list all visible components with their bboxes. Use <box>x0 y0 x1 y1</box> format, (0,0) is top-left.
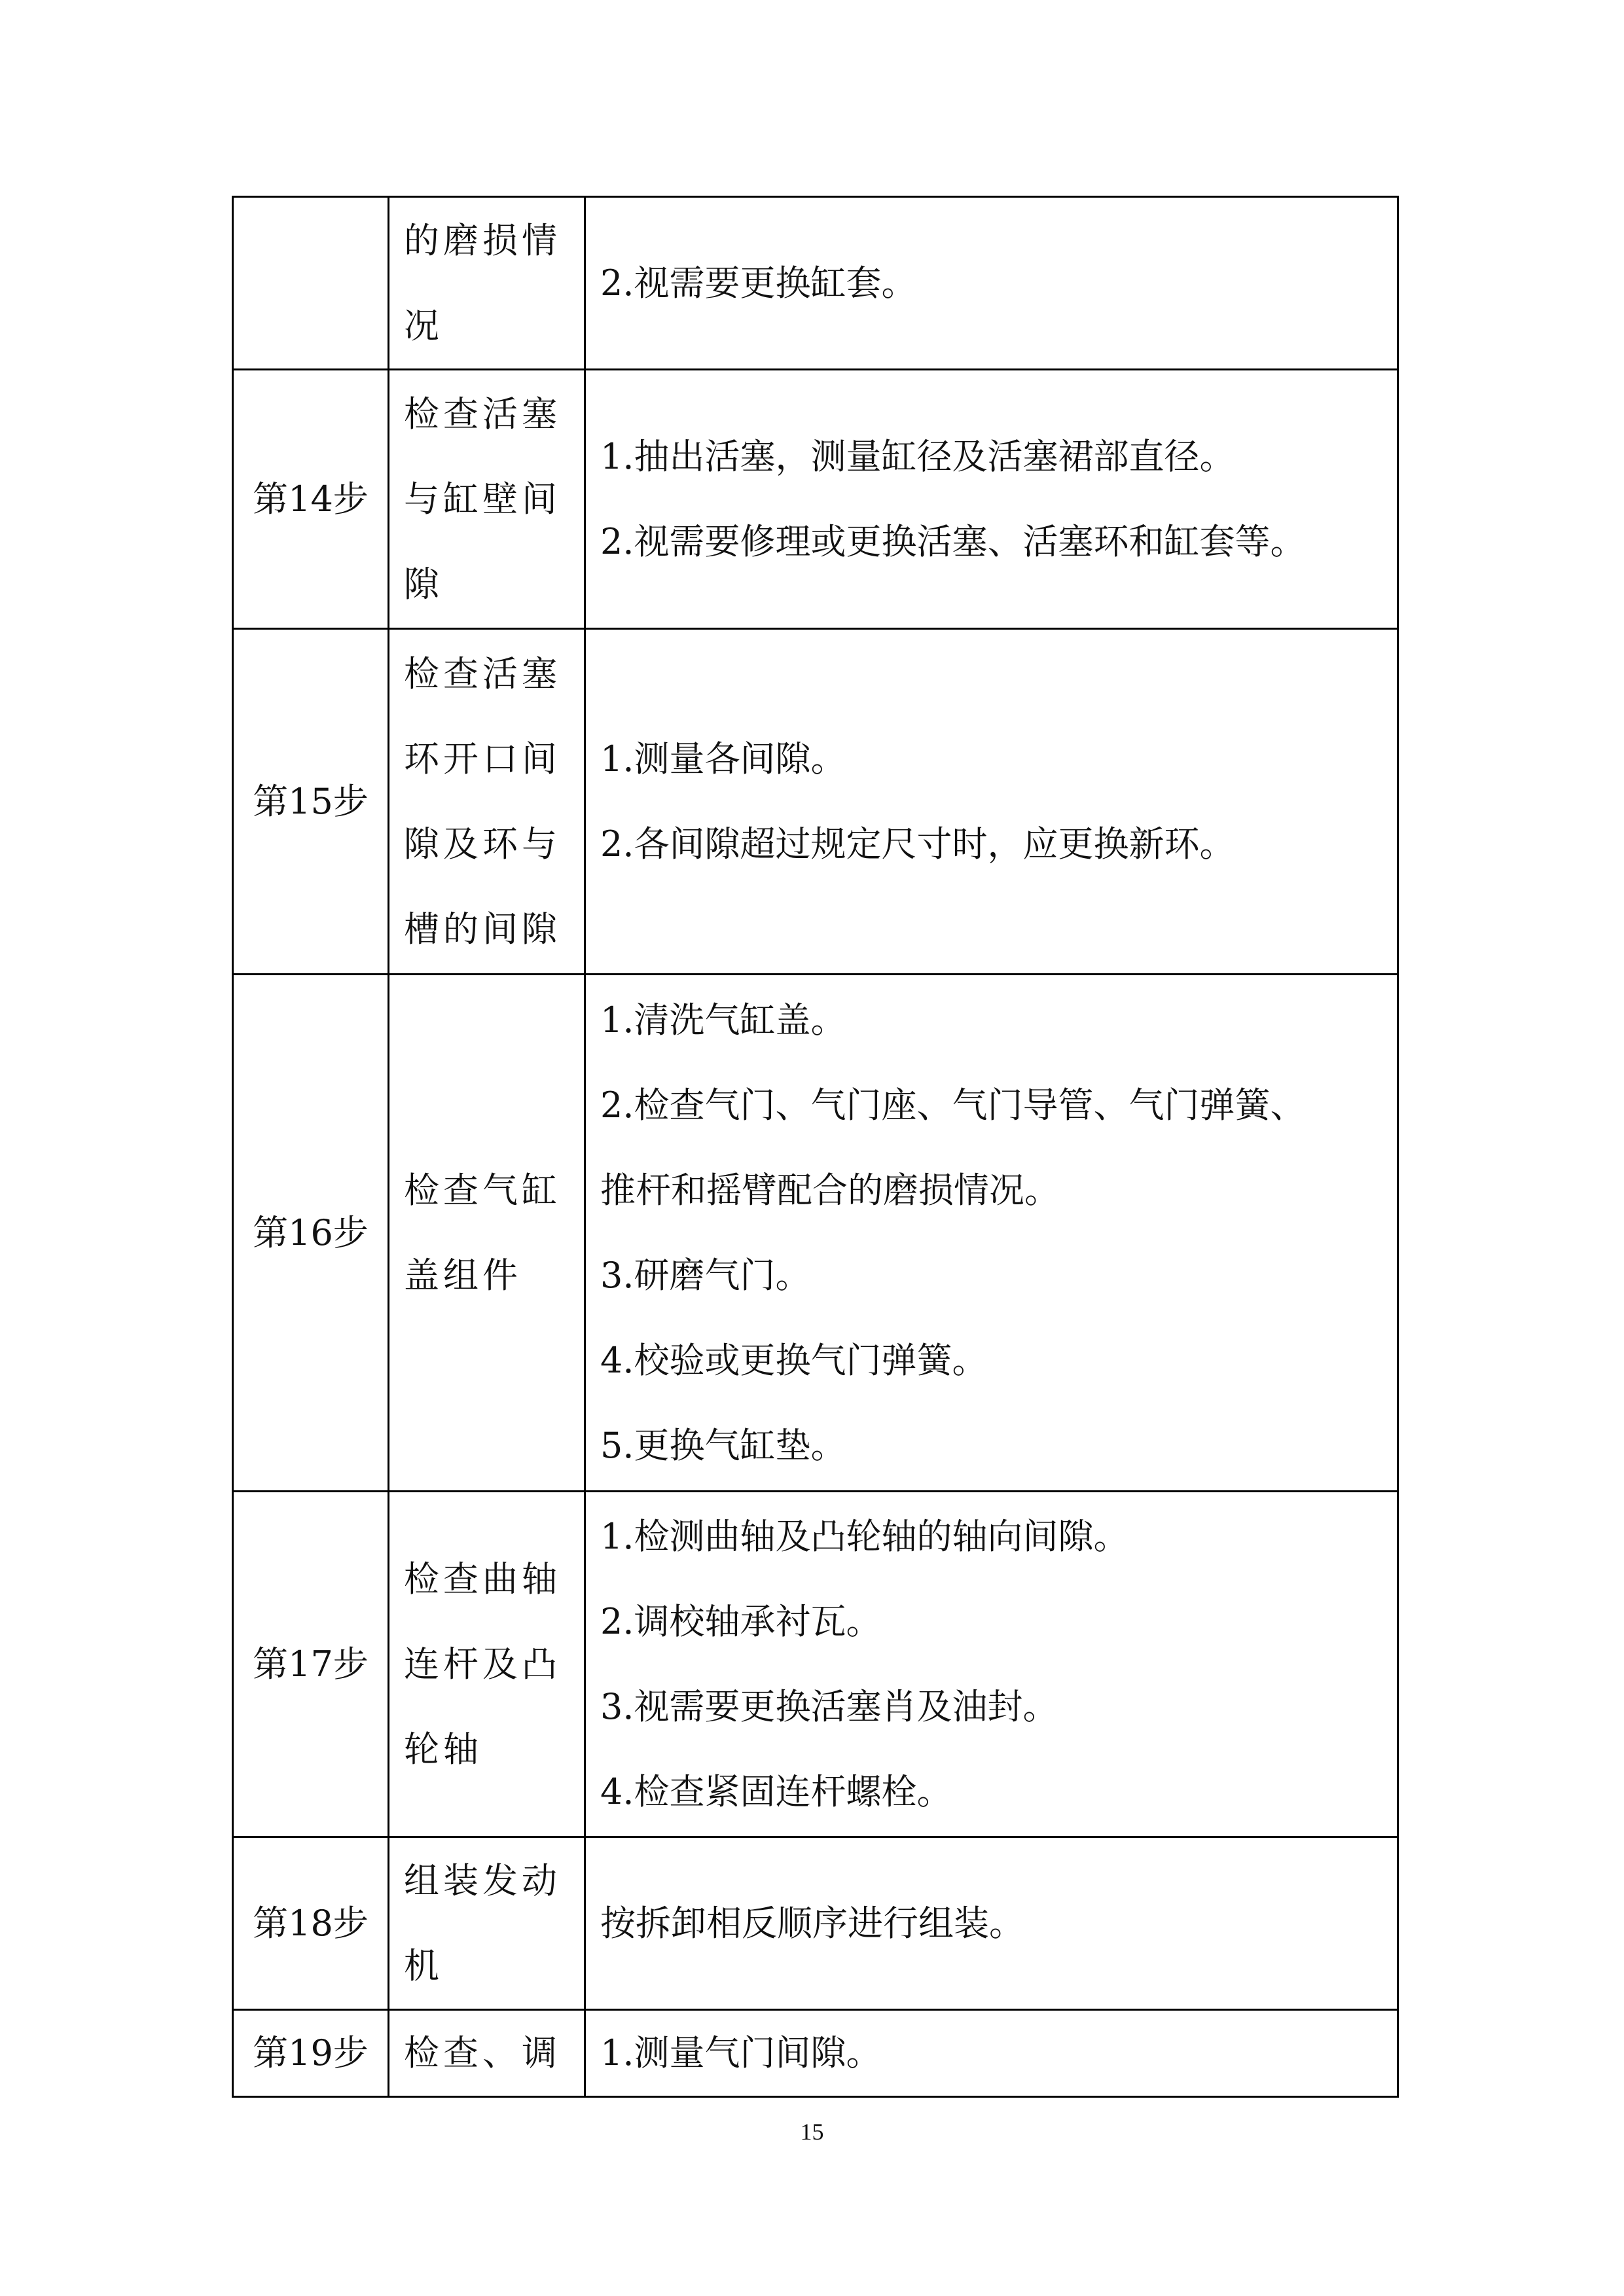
check-item: 组装发动机 <box>389 1837 585 2010</box>
detail-line: 1.测量气门间隙。 <box>600 2032 882 2073</box>
table-row <box>233 197 1398 370</box>
detail-line: 2.调校轴承衬瓦。 <box>600 1600 882 1642</box>
detail-line: 3.研磨气门。 <box>600 1254 811 1296</box>
step-details <box>585 629 1398 975</box>
detail-line: 5.更换气缸垫。 <box>600 1424 846 1466</box>
step-number: 第19步 <box>233 2010 389 2097</box>
detail-line: 推杆和摇臂配合的磨损情况。 <box>600 1169 1060 1211</box>
maintenance-steps-table <box>232 196 1399 2098</box>
step-details <box>585 370 1398 629</box>
step-details <box>585 197 1398 370</box>
table-row <box>233 1492 1398 1837</box>
check-item: 检查活塞与缸壁间隙 <box>389 370 585 629</box>
detail-line: 2.各间隙超过规定尺寸时，应更换新环。 <box>600 823 1235 865</box>
check-item: 检查曲轴连杆及凸轮轴 <box>389 1492 585 1837</box>
check-item: 检查气缸盖组件 <box>389 975 585 1492</box>
check-item: 的磨损情况 <box>389 197 585 370</box>
step-number: 第15步 <box>233 629 389 975</box>
step-number: 第16步 <box>233 975 389 1492</box>
detail-line: 4.校验或更换气门弹簧。 <box>600 1339 988 1381</box>
detail-line: 2.检查气门、气门座、气门导管、气门弹簧、 <box>600 1084 1306 1126</box>
step-details <box>585 2010 1398 2097</box>
table-row <box>233 629 1398 975</box>
step-details <box>585 975 1398 1492</box>
step-details <box>585 1837 1398 2010</box>
table-row <box>233 1837 1398 2010</box>
step-number <box>233 197 389 370</box>
check-item: 检查活塞环开口间隙及环与槽的间隙 <box>389 629 585 975</box>
detail-line: 1.测量各间隙。 <box>600 738 846 780</box>
step-number: 第18步 <box>233 1837 389 2010</box>
step-number: 第14步 <box>233 370 389 629</box>
detail-line: 1.抽出活塞，测量缸径及活塞裙部直径。 <box>600 435 1235 477</box>
detail-line: 1.清洗气缸盖。 <box>600 999 846 1041</box>
table-row <box>233 2010 1398 2097</box>
detail-line: 2.视需要修理或更换活塞、活塞环和缸套等。 <box>600 520 1306 562</box>
check-item: 检查、调 <box>389 2010 585 2097</box>
table-row <box>233 370 1398 629</box>
detail-line: 按拆卸相反顺序进行组装。 <box>600 1902 1024 1944</box>
step-details <box>585 1492 1398 1837</box>
step-number: 第17步 <box>233 1492 389 1837</box>
detail-line: 1.检测曲轴及凸轮轴的轴向间隙。 <box>600 1515 1129 1557</box>
table-row <box>233 975 1398 1492</box>
detail-line: 4.检查紧固连杆螺栓。 <box>600 1770 952 1812</box>
page-number: 15 <box>800 2119 824 2145</box>
detail-line: 3.视需要更换活塞肖及油封。 <box>600 1685 1058 1727</box>
detail-line: 2.视需要更换缸套。 <box>600 262 917 304</box>
